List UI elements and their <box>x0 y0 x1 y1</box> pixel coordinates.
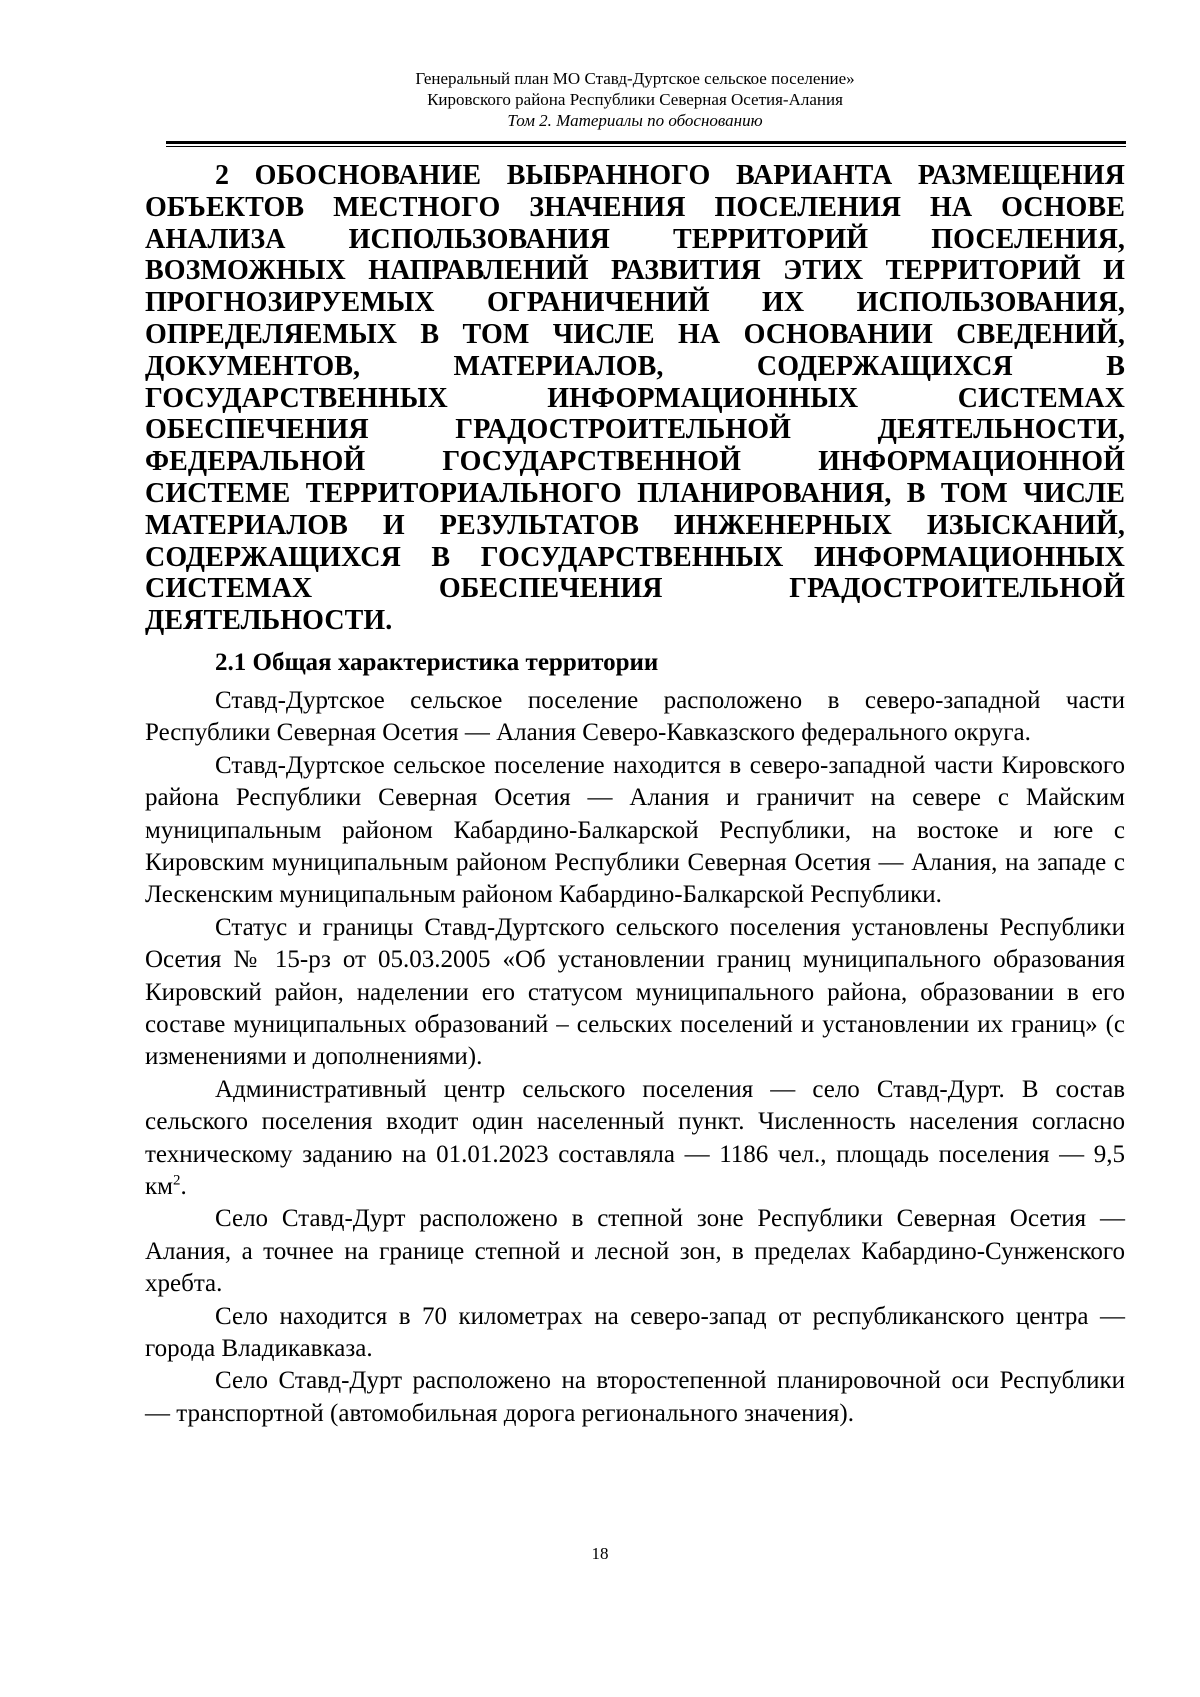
paragraph-distance: Село находится в 70 километрах на северо-запад от республиканского центра — города Владикавказа. <box>145 1302 1125 1363</box>
paragraph-borders: Ставд-Дуртское сельское поселение находится в северо-западной части Кировского района Республики Северная Осетия — Алания и граничит на севере с Майским муниципальным районом Кабардино-Балкарской Республики, на востоке и юге с Кировским муниципальным районом Республики Северная Осетия — Алания, на западе с Лескенским муниципальным районом Кабардино-Балкарской Республики. <box>145 751 1125 909</box>
admin-center-text: Административный центр сельского поселения — село Ставд-Дурт. В состав сельского поселения входит один населенный пункт. Численность населения согласно техническому заданию на 01.01.2023 составляла — 1186 чел., площадь поселения — 9,5 км <box>145 1075 1125 1201</box>
section-heading: 2.1 Общая характеристика территории <box>215 648 659 676</box>
paragraph-location: Ставд-Дуртское сельское поселение расположено в северо-западной части Республики Северная Осетия — Алания Северо-Кавказского федерального округа. <box>145 686 1125 747</box>
area-superscript: 2 <box>172 1172 181 1189</box>
paragraph-axis: Село Ставд-Дурт расположено на второстепенной планировочной оси Республики — транспортной (автомобильная дорога регионального значения). <box>145 1367 1125 1427</box>
paragraph-zone: Село Ставд-Дурт расположено в степной зоне Республики Северная Осетия — Алания, а точнее на границе степной и лесной зон, в пределах Кабардино-Сунженского хребта. <box>145 1205 1125 1298</box>
header-region-line: Кировского района Республики Северная Осетия-Алания <box>427 90 843 109</box>
header-volume-line: Том 2. Материалы по обоснованию <box>507 111 763 130</box>
header-title-line: Генеральный план МО Ставд-Дуртское сельское поселение» <box>415 69 855 88</box>
area-suffix: . <box>180 1173 187 1201</box>
header-divider-thin <box>166 146 1126 147</box>
running-header <box>145 68 1125 131</box>
page-body <box>145 160 1125 1430</box>
page-number: 18 <box>591 1544 609 1563</box>
paragraph-status: Статус и границы Ставд-Дуртского сельского поселения установлены Республики Осетия № 15-рз от 05.03.2005 «Об установлении границ муниципального образования Кировский район, наделении его статусом муниципального района, образовании в его составе муниципальных образований – сельских поселений и установлении их границ» (с изменениями и дополнениями). <box>145 913 1125 1071</box>
header-divider-thick <box>166 141 1126 144</box>
paragraph-admin-center <box>145 1074 1125 1204</box>
chapter-title: 2 ОБОСНОВАНИЕ ВЫБРАННОГО ВАРИАНТА РАЗМЕЩЕНИЯ ОБЪЕКТОВ МЕСТНОГО ЗНАЧЕНИЯ ПОСЕЛЕНИЯ НА ОСНОВЕ АНАЛИЗА ИСПОЛЬЗОВАНИЯ ТЕРРИТОРИЙ ПОСЕЛЕНИЯ, ВОЗМОЖНЫХ НАПРАВЛЕНИЙ РАЗВИТИЯ ЭТИХ ТЕРРИТОРИЙ И ПРОГНОЗИРУЕМЫХ ОГРАНИЧЕНИЙ ИХ ИСПОЛЬЗОВАНИЯ, ОПРЕДЕЛЯЕМЫХ В ТОМ ЧИСЛЕ НА ОСНОВАНИИ СВЕДЕНИЙ, ДОКУМЕНТОВ, МАТЕРИАЛОВ, СОДЕРЖАЩИХСЯ В ГОСУДАРСТВЕННЫХ ИНФОРМАЦИОННЫХ СИСТЕМАХ ОБЕСПЕЧЕНИЯ ГРАДОСТРОИТЕЛЬНОЙ ДЕЯТЕЛЬНОСТИ, ФЕДЕРАЛЬНОЙ ГОСУДАРСТВЕННОЙ ИНФОРМАЦИОННОЙ СИСТЕМЕ ТЕРРИТОРИАЛЬНОГО ПЛАНИРОВАНИЯ, В ТОМ ЧИСЛЕ МАТЕРИАЛОВ И РЕЗУЛЬТАТОВ ИНЖЕНЕРНЫХ ИЗЫСКАНИЙ, СОДЕРЖАЩИХСЯ В ГОСУДАРСТВЕННЫХ ИНФОРМАЦИОННЫХ СИСТЕМАХ ОБЕСПЕЧЕНИЯ ГРАДОСТРОИТЕЛЬНОЙ ДЕЯТЕЛЬНОСТИ. <box>145 160 1125 637</box>
